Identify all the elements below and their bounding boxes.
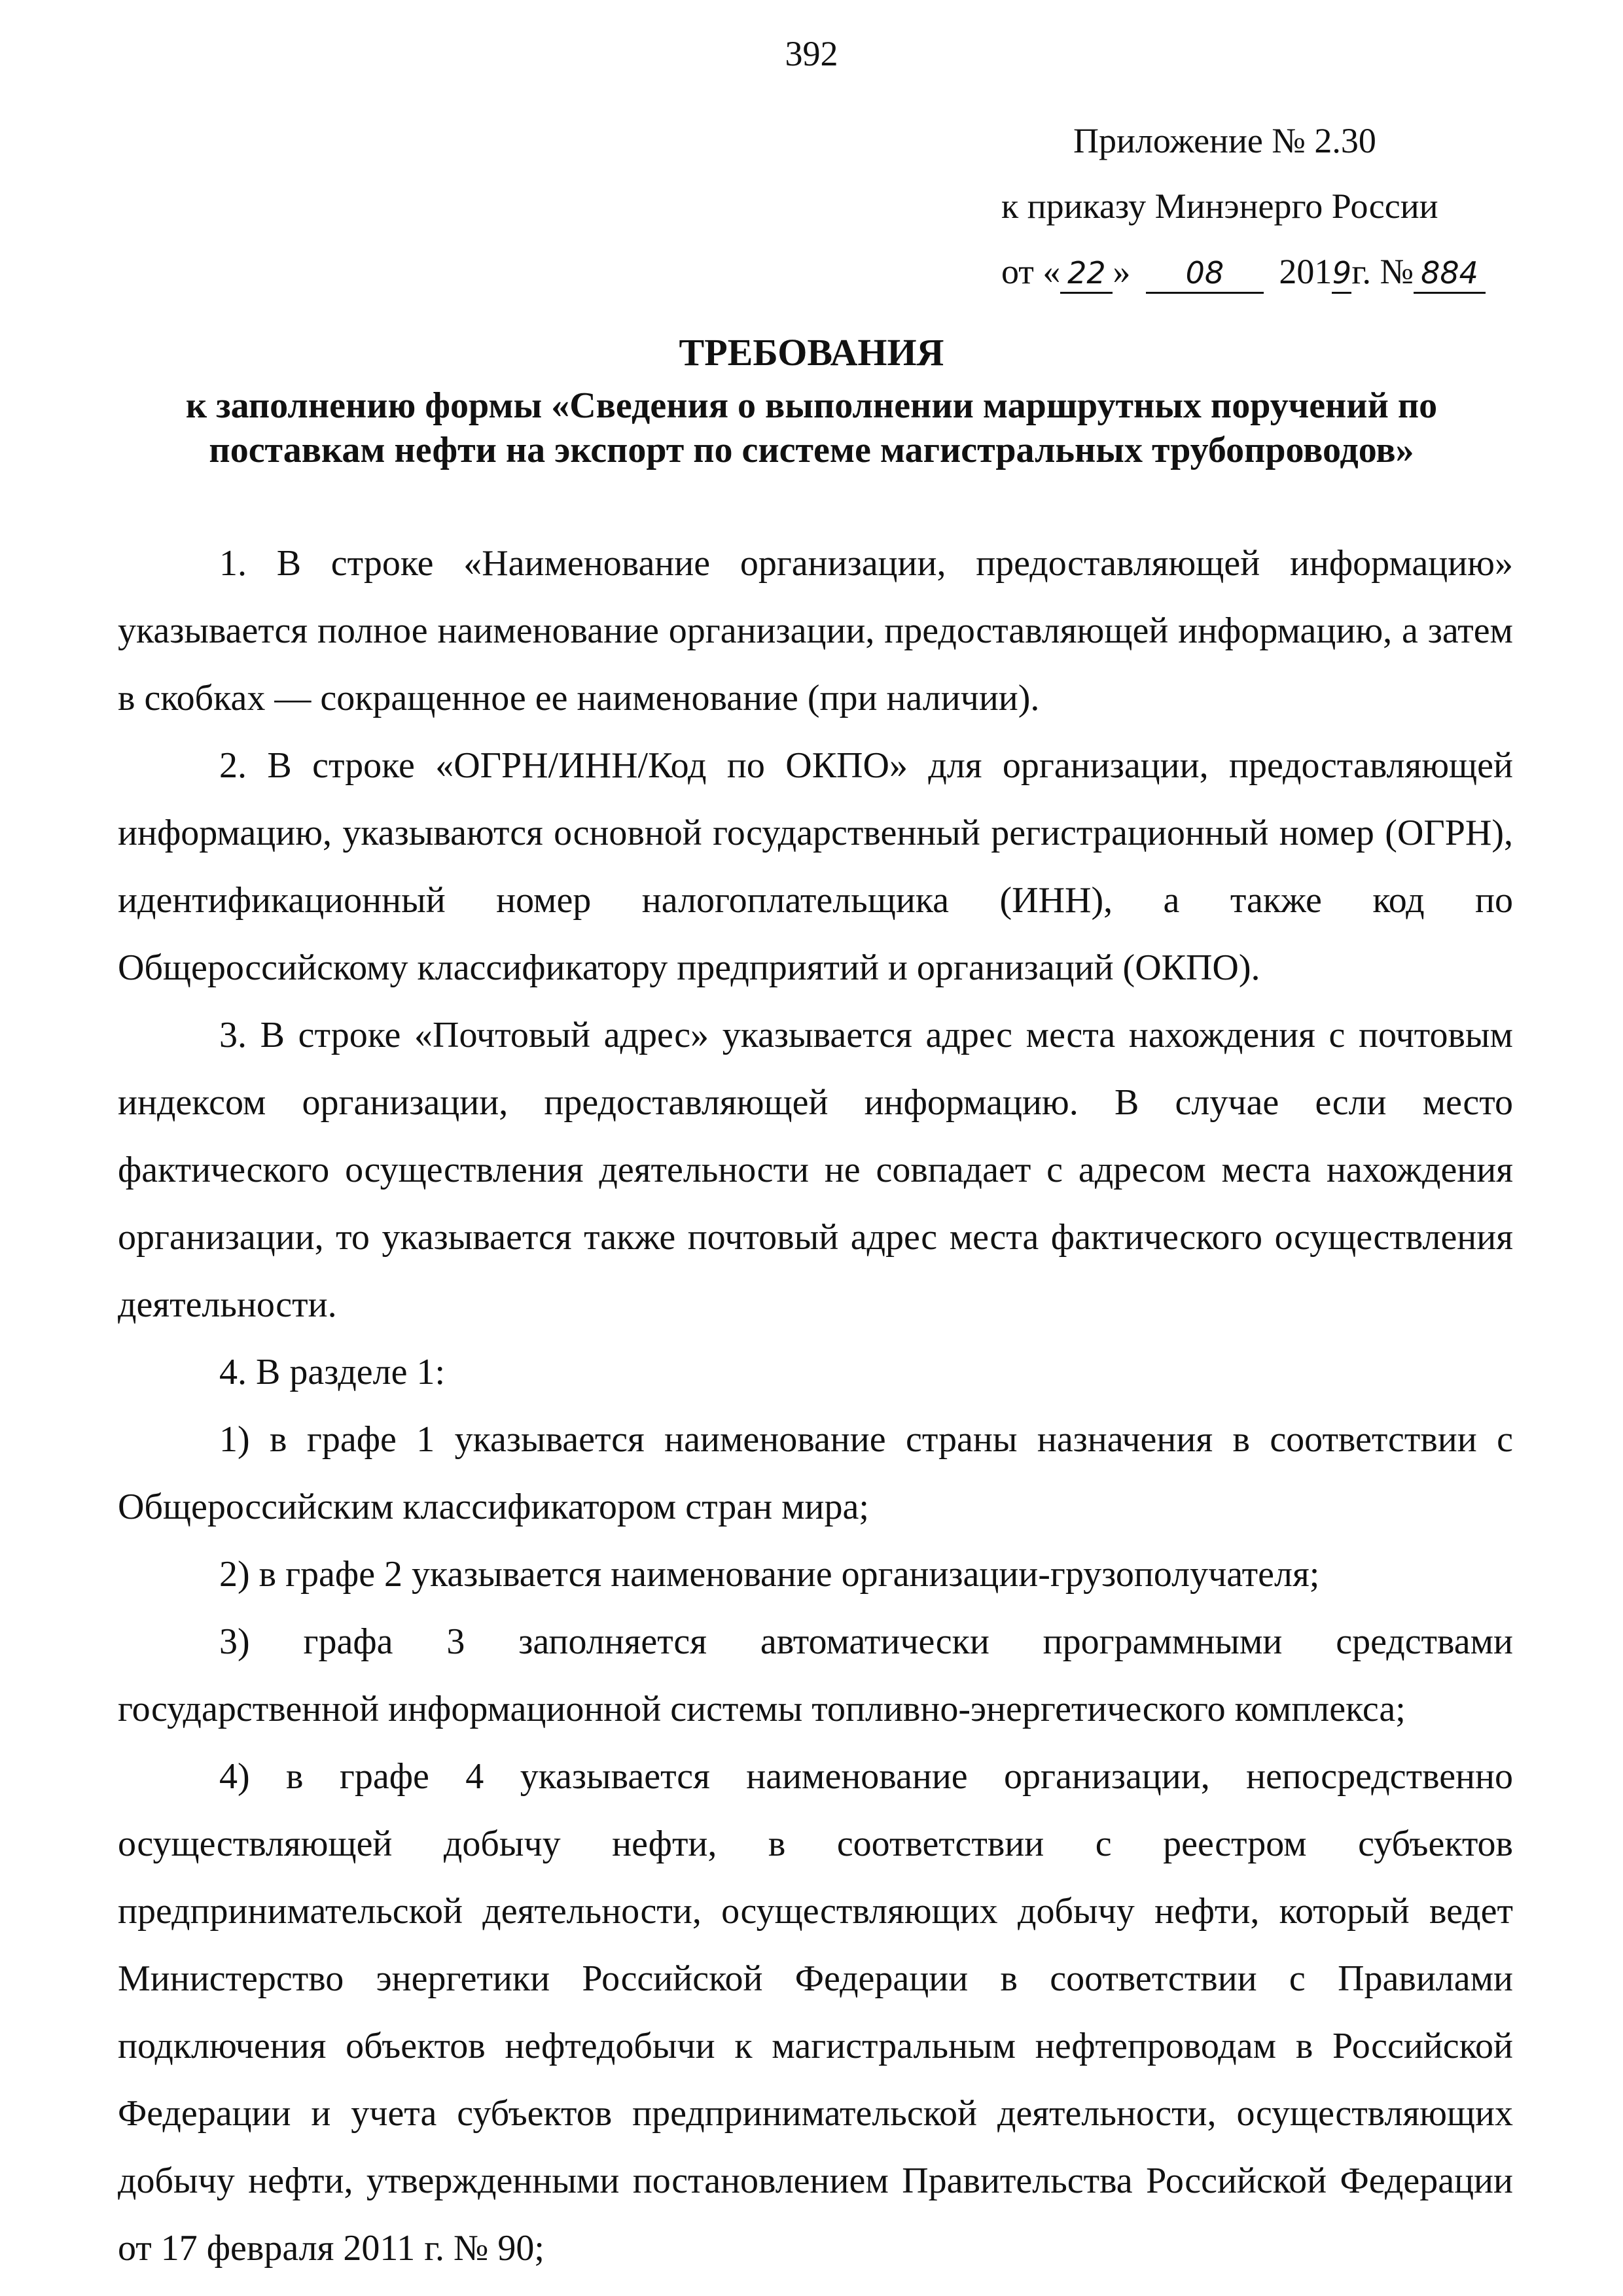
appendix-order-ref: к приказу Минэнерго России (1001, 186, 1438, 226)
paragraph-2: 2. В строке «ОГРН/ИНН/Код по ОКПО» для организации, предоставляющей информацию, указываются основной государственный регистрационный номер (ОГРН), идентификационный номер налогоплательщика (ИНН), а также код по Общероссийскому классификатору предприятий и организаций (ОКПО). (118, 745, 1513, 988)
list-item-4: 4) в графе 4 указывается наименование организации, непосредственно осуществляющей добычу нефти, в соответствии с реестром субъектов предпринимательской деятельности, осуществляющих добычу нефти, который ведет Министерство энергетики Российской Федерации в соответствии с Правилами подключения объектов нефтедобычи к магистральным нефтепроводам в Российской Федерации и учета субъектов предпринимательской деятельности, осуществляющих добычу нефти, утвержденными постановлением Правительства Российской Федерации от 17 февраля 2011 г. № 90; (118, 1756, 1513, 2269)
handwritten-month: 08 (1146, 254, 1264, 294)
date-year-suffix: г. № (1351, 252, 1414, 291)
document-body (118, 530, 1513, 2282)
list-item-2: 2) в графе 2 указывается наименование организации-грузополучателя; (219, 1554, 1320, 1595)
handwritten-year-digit: 9 (1332, 254, 1351, 294)
title-heading: ТРЕБОВАНИЯ (679, 331, 944, 374)
handwritten-order-number: 884 (1414, 254, 1486, 294)
date-prefix: от « (1001, 252, 1061, 291)
handwritten-day: 22 (1060, 254, 1113, 294)
date-quote-close: » (1113, 252, 1131, 291)
paragraph-3: 3. В строке «Почтовый адрес» указывается адрес места нахождения с почтовым индексом организации, предоставляющей информацию. В случае если место фактического осуществления деятельности не совпадает с адресом места нахождения организации, то указывается также почтовый адрес места фактического осуществления деятельности. (118, 1015, 1513, 1325)
document-title (118, 327, 1505, 472)
paragraph-1: 1. В строке «Наименование организации, предоставляющей информацию» указывается полное наименование организации, предоставляющей информацию, а затем в скобках — сокращенное ее наименование (при наличии). (118, 543, 1513, 718)
date-year-prefix: 201 (1279, 252, 1332, 291)
page-number: 392 (785, 34, 838, 73)
appendix-header (982, 108, 1505, 304)
paragraph-4: 4. В разделе 1: (219, 1352, 446, 1392)
appendix-date-line (982, 239, 1505, 304)
list-item-1: 1) в графе 1 указывается наименование страны назначения в соответствии с Общероссийским классификатором стран мира; (118, 1419, 1513, 1527)
title-subtitle-line2: поставкам нефти на экспорт по системе магистральных трубопроводов» (209, 430, 1414, 470)
list-item-3: 3) графа 3 заполняется автоматически программными средствами государственной информационной системы топливно-энергетического комплекса; (118, 1621, 1513, 1729)
title-subtitle-line1: к заполнению формы «Сведения о выполнении маршрутных поручений по (185, 385, 1438, 426)
appendix-number: Приложение № 2.30 (1073, 121, 1376, 160)
